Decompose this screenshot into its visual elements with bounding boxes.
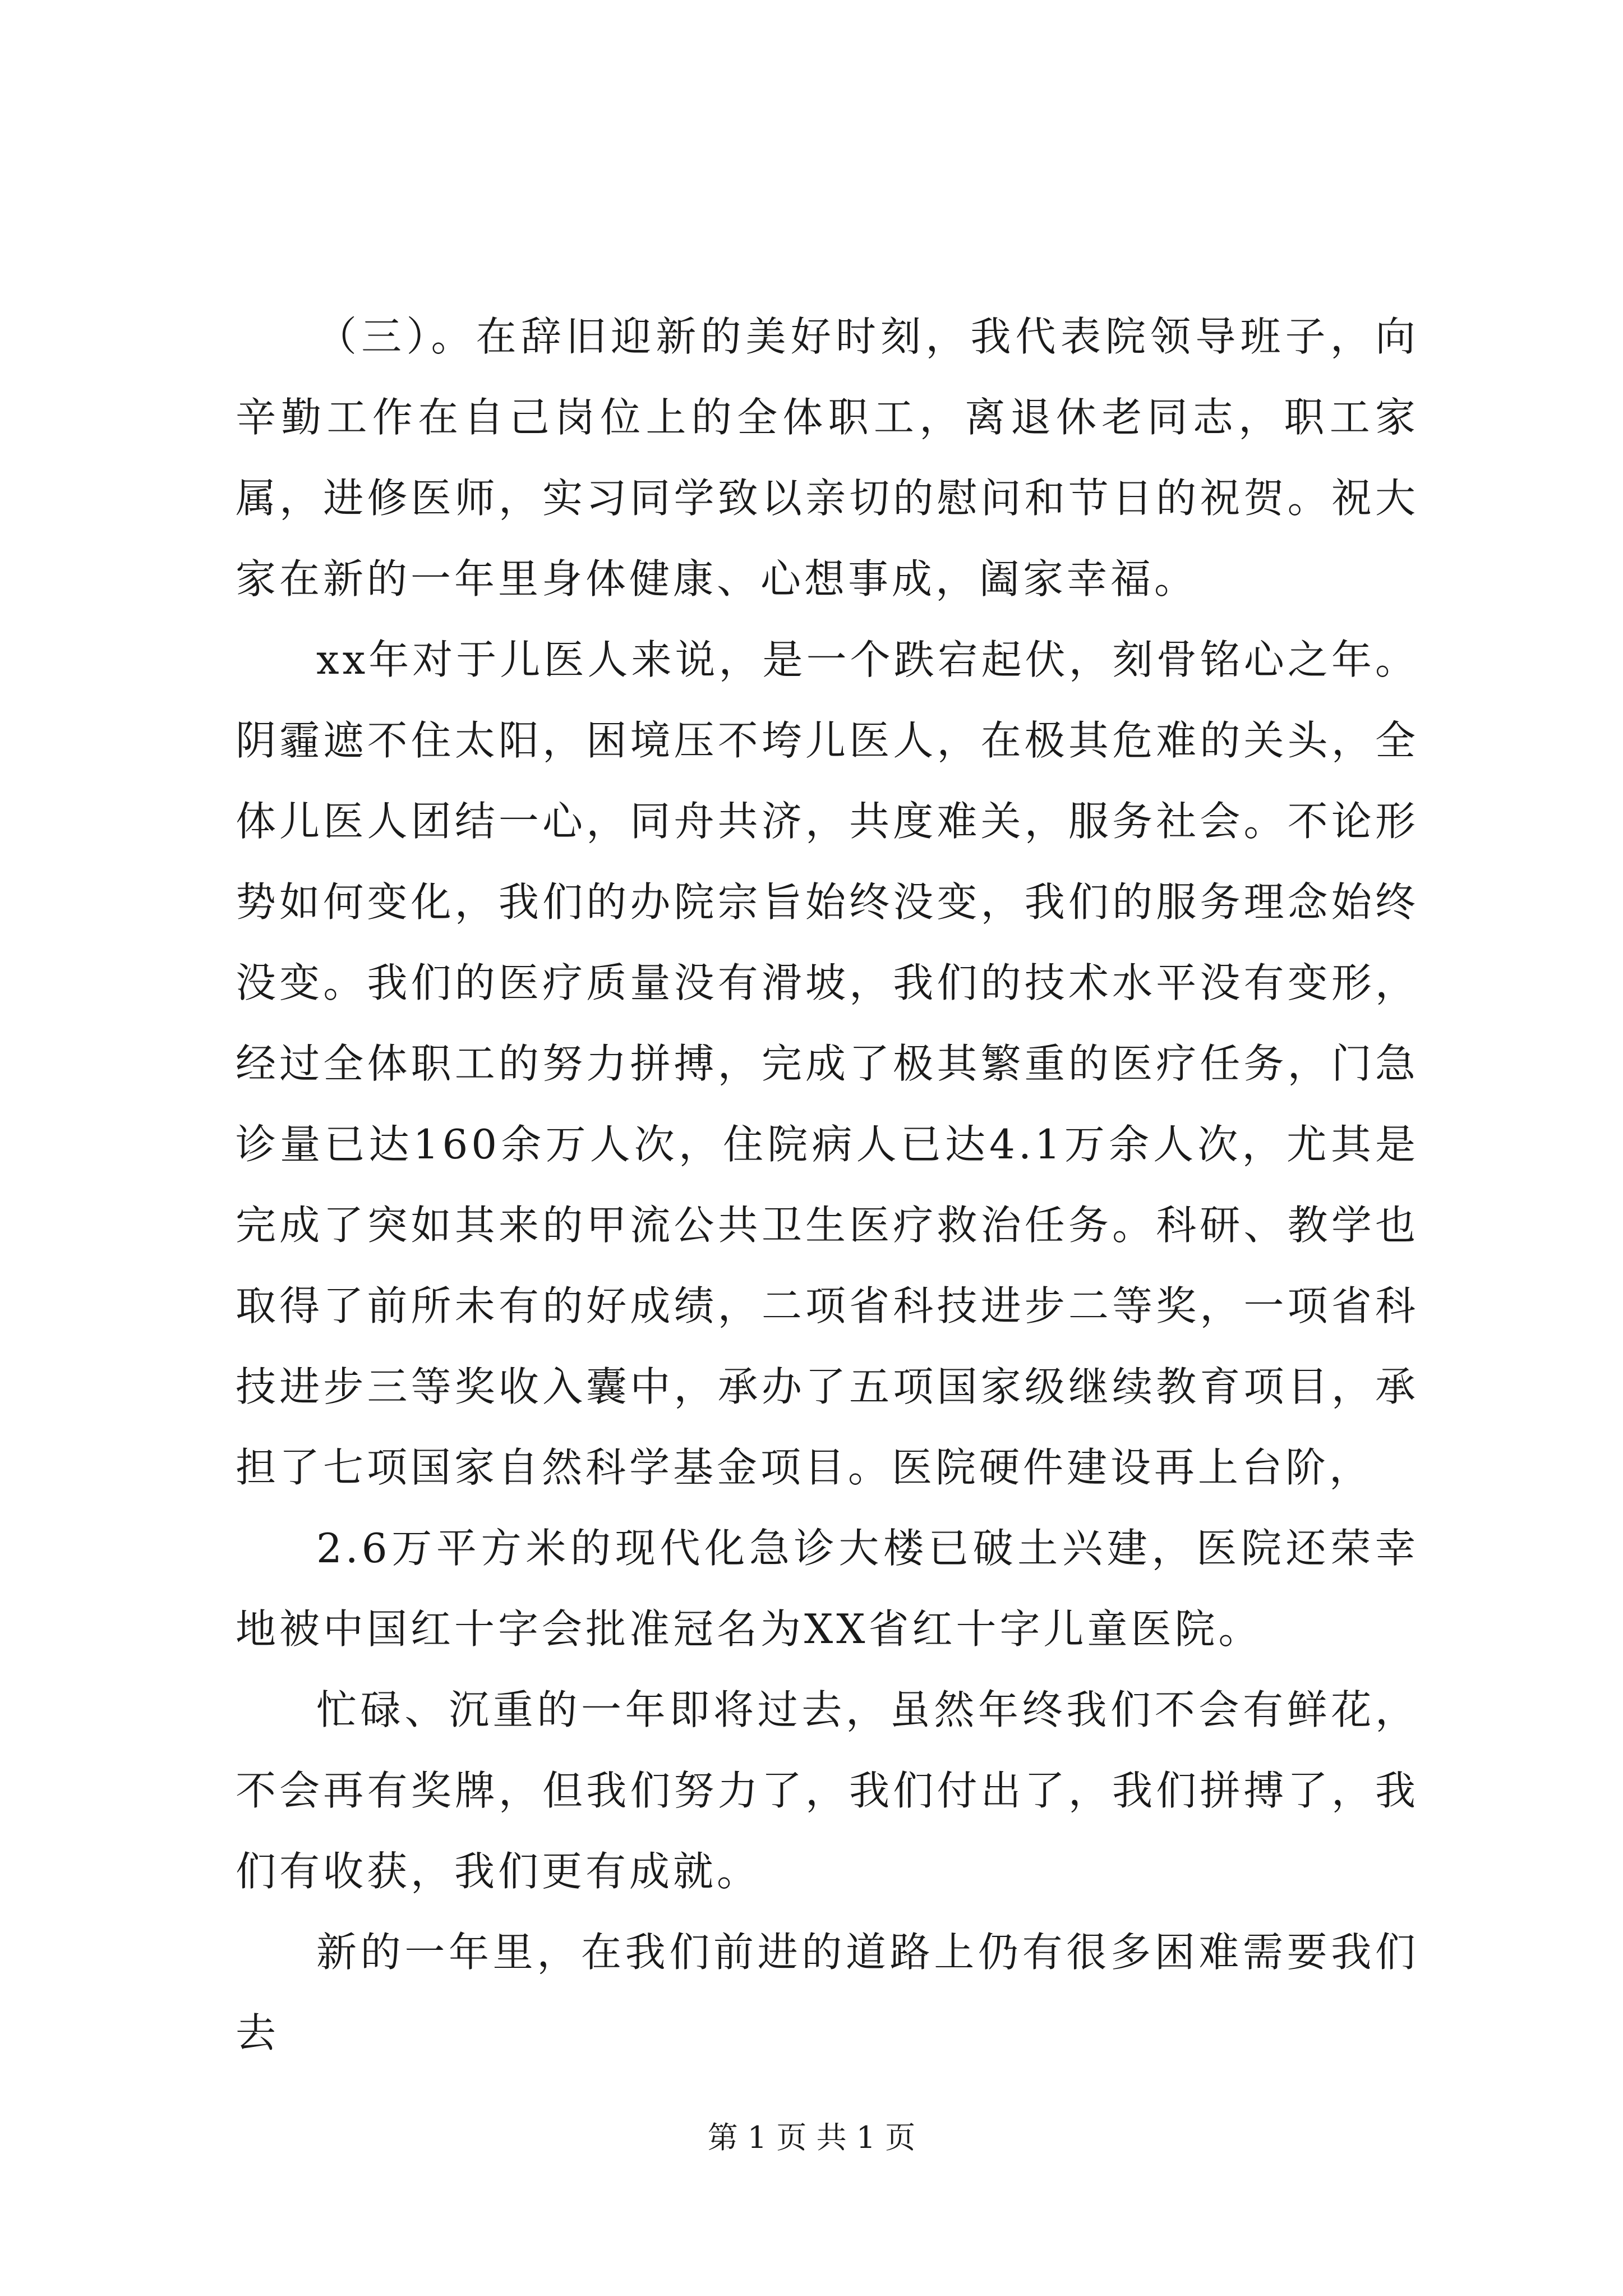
paragraph-3: 2.6万平方米的现代化急诊大楼已破土兴建，医院还荣幸地被中国红十字会批准冠名为XX省红十字儿童医院。 bbox=[236, 1525, 1419, 1653]
paragraph-4: 忙碌、沉重的一年即将过去，虽然年终我们不会有鲜花，不会再有奖牌，但我们努力了，我们付出了，我们拼搏了，我们有收获，我们更有成就。 bbox=[236, 1686, 1419, 1895]
paragraph-2: xx年对于儿医人来说，是一个跌宕起伏，刻骨铭心之年。阴霾遮不住太阳，困境压不垮儿医人，在极其危难的关头，全体儿医人团结一心，同舟共济，共度难关，服务社会。不论形势如何变化，我们的办院宗旨始终没变，我们的服务理念始终没变。我们的医疗质量没有滑坡，我们的技术水平没有变形，经过全体职工的努力拼搏，完成了极其繁重的医疗任务，门急诊量已达160余万人次，住院病人已达4.1万余人次，尤其是完成了突如其来的甲流公共卫生医疗救治任务。科研、教学也取得了前所未有的好成绩，二项省科技进步二等奖，一项省科技进步三等奖收入囊中，承办了五项国家级继续教育项目，承担了七项国家自然科学基金项目。医院硬件建设再上台阶， bbox=[236, 636, 1419, 1491]
document-body bbox=[236, 296, 1419, 2073]
page-footer: 第 1 页 共 1 页 bbox=[707, 2120, 916, 2155]
paragraph-1: （三）。在辞旧迎新的美好时刻，我代表院领导班子，向辛勤工作在自己岗位上的全体职工，离退休老同志，职工家属，进修医师，实习同学致以亲切的慰问和节日的祝贺。祝大家在新的一年里身体健康、心想事成，阖家幸福。 bbox=[236, 313, 1419, 602]
paragraph-5: 新的一年里，在我们前进的道路上仍有很多困难需要我们去 bbox=[236, 1929, 1419, 2056]
